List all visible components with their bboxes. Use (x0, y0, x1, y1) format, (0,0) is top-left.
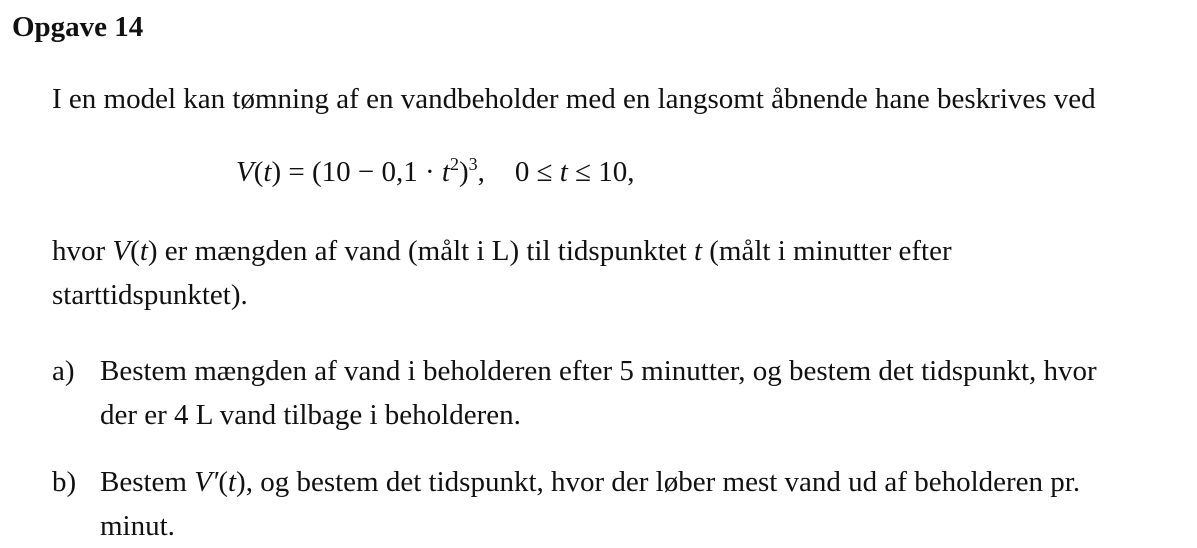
description-text-1: hvor (52, 235, 113, 267)
formula-comma: , (477, 156, 485, 188)
description-function: V (112, 235, 131, 267)
formula-expression: ) = (10 − 0,1 · (271, 156, 442, 188)
question-b-variable: t (227, 466, 237, 498)
formula-domain-right: ≤ 10, (567, 156, 635, 188)
description-text-2: er mængden af vand (målt i L) til tidspunktet (157, 235, 694, 267)
description-paren-open: ( (130, 235, 140, 267)
question-b-text (100, 460, 1197, 548)
formula-domain-variable: t (559, 156, 568, 188)
formula-variable: t (263, 156, 272, 188)
question-b-derivative-function: V′ (194, 466, 219, 498)
formula-function-name: V (236, 156, 254, 188)
question-a-line-2: der er 4 L vand tilbage i beholderen. (100, 399, 521, 431)
description-line-1 (52, 229, 952, 273)
description-paragraph (52, 229, 952, 317)
question-b-pre: Bestem (100, 466, 195, 498)
description-line-2: starttidspunktet). (52, 279, 248, 311)
question-a-text (100, 349, 1197, 437)
question-b-line-1 (100, 460, 1197, 504)
formula-variable-t: t (441, 156, 450, 188)
question-b-paren-close: ) (236, 466, 246, 498)
question-a-label: a) (52, 355, 75, 387)
description-variable-t: t (693, 235, 702, 267)
description-variable: t (139, 235, 148, 267)
formula-exponent-inner: 2 (449, 154, 459, 174)
formula-domain-left: 0 ≤ (514, 156, 560, 188)
description-text-3: (målt i minutter efter (702, 235, 952, 267)
intro-paragraph: I en model kan tømning af en vandbeholder med en langsomt åbnende hane beskrives ved (52, 83, 1096, 115)
description-paren-close: ) (147, 235, 158, 267)
question-a-line-1: Bestem mængden af vand i beholderen efter 5 minutter, og bestem det tidspunkt, hvor (100, 355, 1097, 387)
question-b-label: b) (52, 466, 77, 498)
formula-paren-open: ( (253, 156, 264, 188)
question-b-line-2: minut. (100, 510, 175, 542)
formula-exponent-outer: 3 (468, 154, 478, 174)
formula-paren-close: ) (458, 156, 469, 188)
question-b-paren-open: ( (218, 466, 228, 498)
question-b-rest: , og bestem det tidspunkt, hvor der løber mest vand ud af beholderen pr. (245, 466, 1081, 498)
formula (236, 150, 635, 197)
task-title: Opgave 14 (12, 11, 144, 43)
